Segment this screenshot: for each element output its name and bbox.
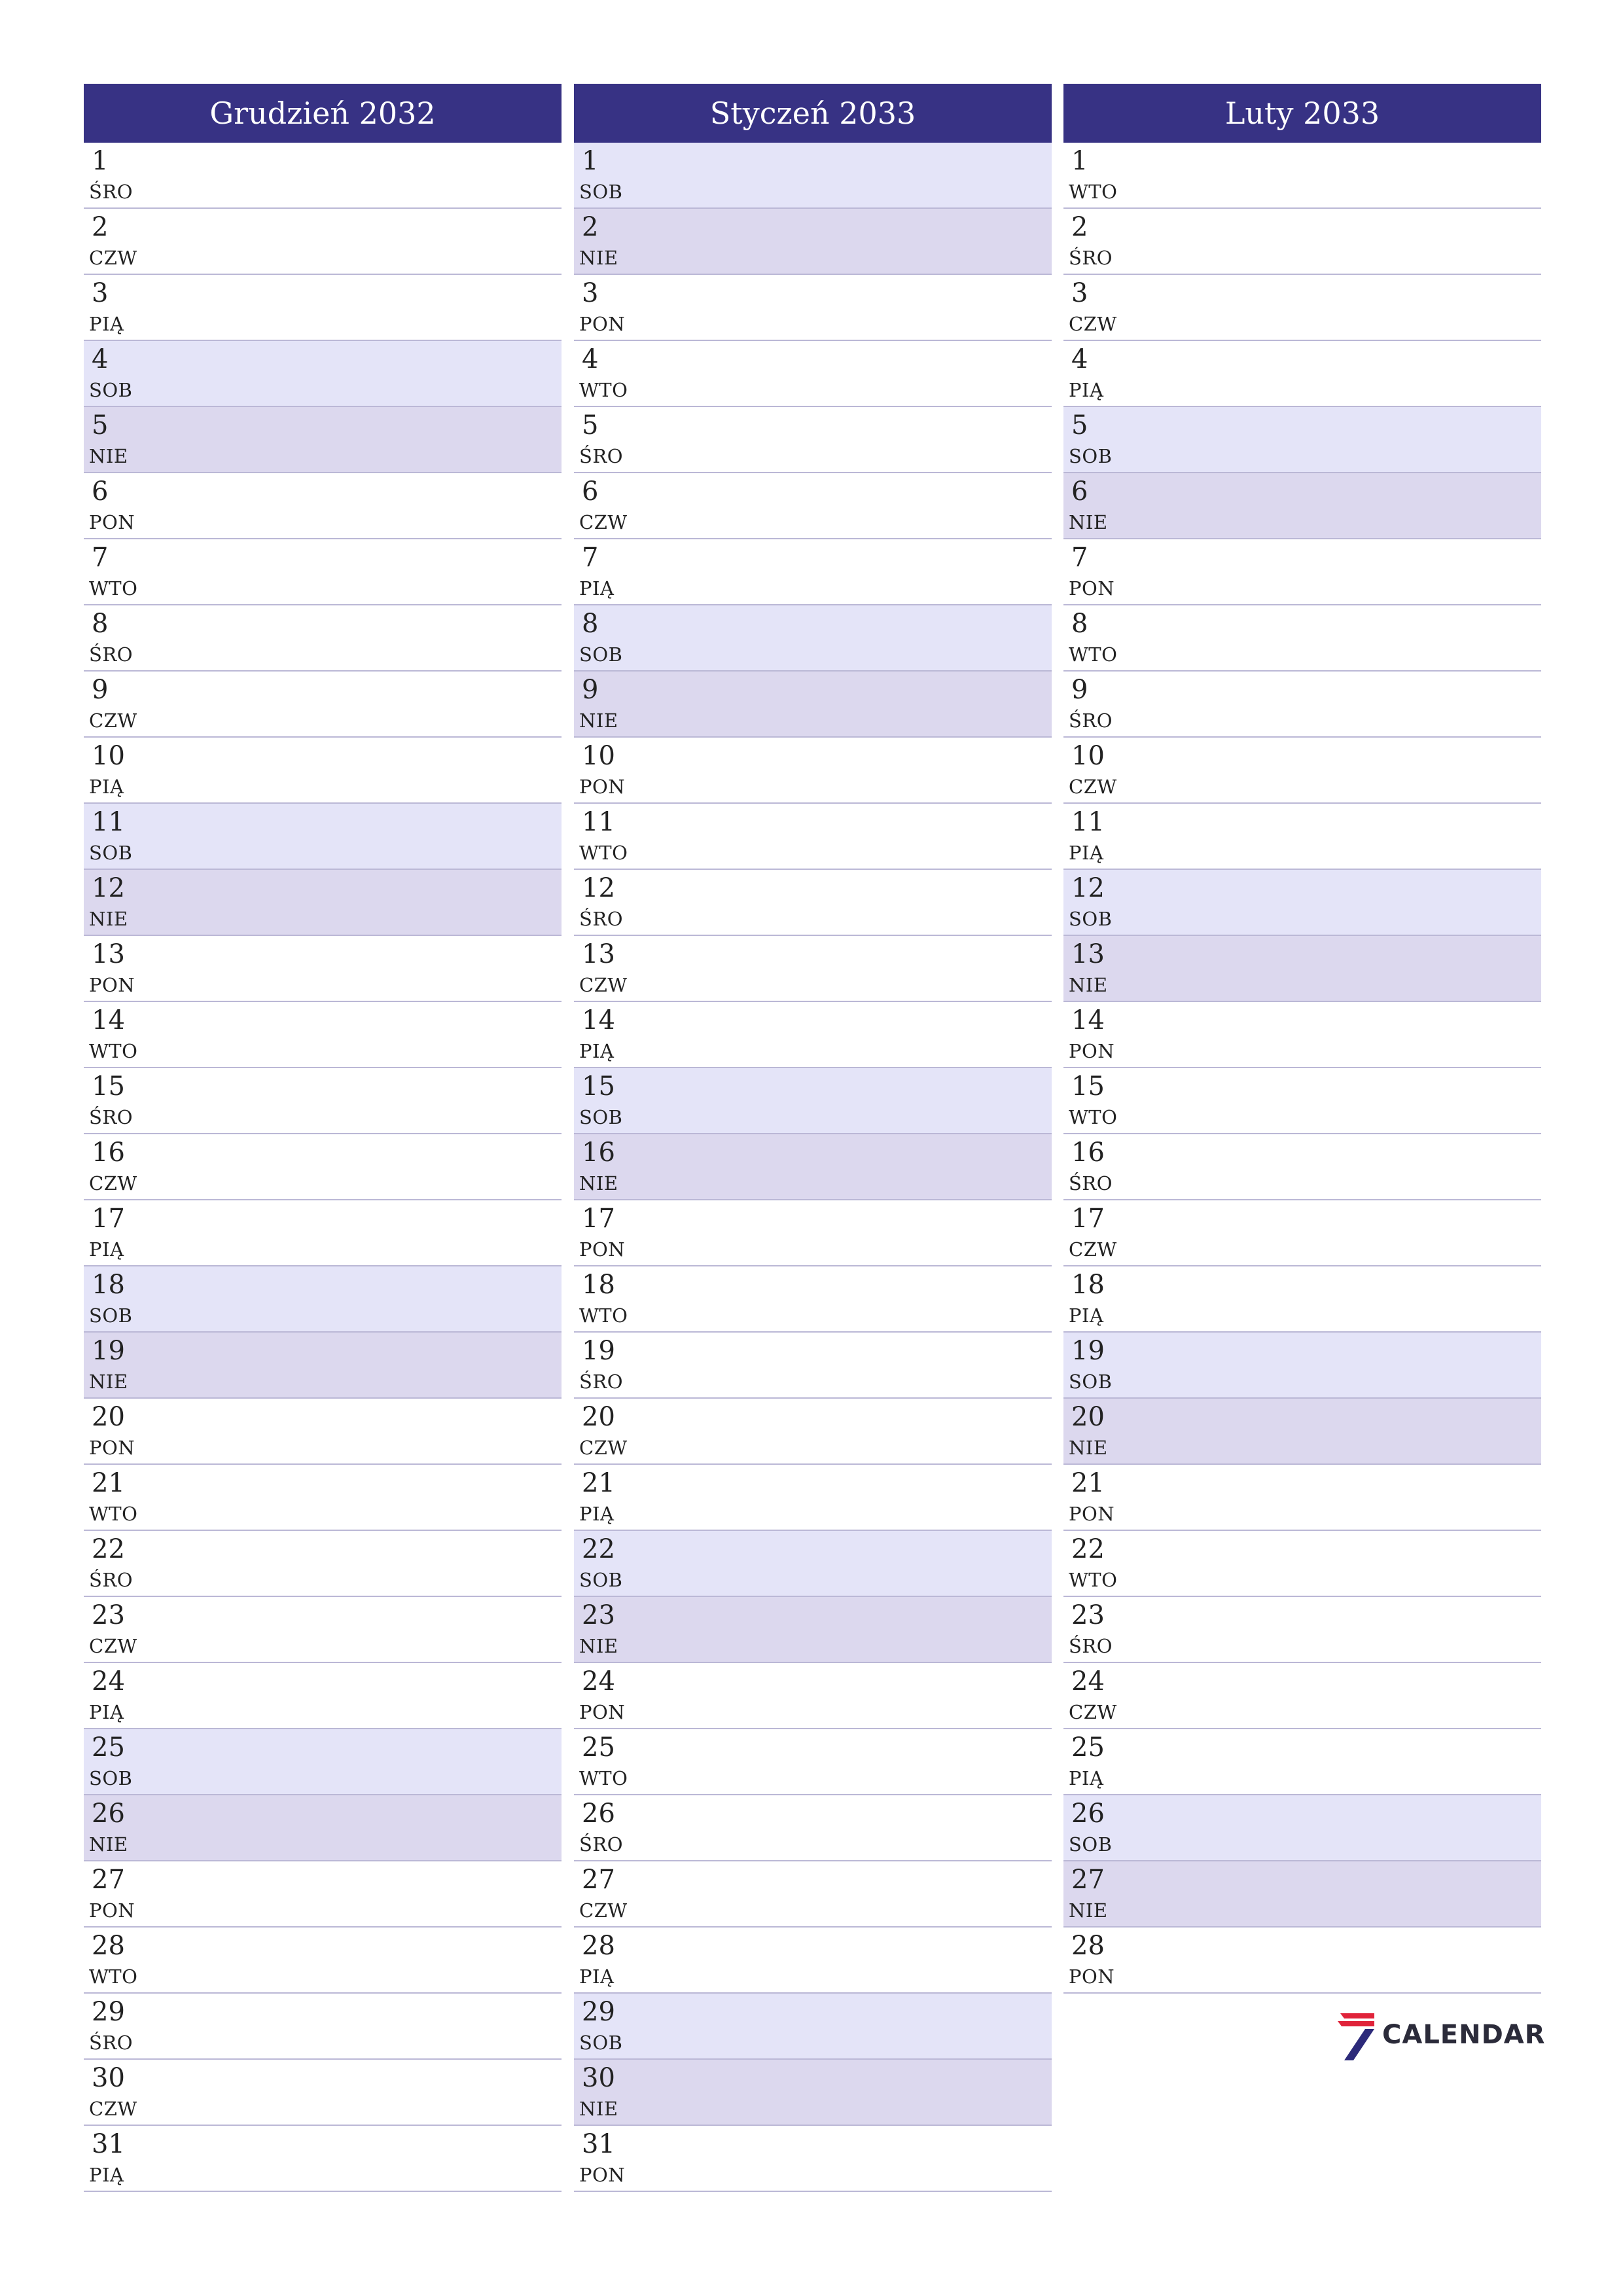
seven-logo-icon bbox=[1335, 2009, 1377, 2062]
weekday-label: SOB bbox=[579, 1569, 623, 1591]
day-row bbox=[1063, 870, 1541, 936]
day-row bbox=[84, 1795, 562, 1861]
day-row bbox=[1063, 1861, 1541, 1928]
weekday-label: PIĄ bbox=[1069, 1767, 1104, 1789]
day-number: 16 bbox=[1071, 1138, 1105, 1168]
day-number: 31 bbox=[92, 2129, 125, 2159]
day-row bbox=[574, 738, 1052, 804]
day-number: 29 bbox=[92, 1997, 125, 2027]
weekday-label: NIE bbox=[579, 709, 618, 732]
logo-text: CALENDAR bbox=[1382, 2020, 1546, 2050]
day-number: 17 bbox=[1071, 1204, 1105, 1234]
day-row bbox=[574, 209, 1052, 275]
day-row bbox=[574, 143, 1052, 209]
day-number: 10 bbox=[92, 741, 125, 771]
day-number: 25 bbox=[1071, 1732, 1105, 1763]
weekday-label: NIE bbox=[89, 445, 128, 467]
day-number: 26 bbox=[582, 1799, 615, 1829]
day-number: 17 bbox=[92, 1204, 125, 1234]
day-row bbox=[84, 407, 562, 473]
weekday-label: ŚRO bbox=[579, 1371, 623, 1393]
weekday-label: PON bbox=[1069, 1503, 1115, 1525]
day-number: 18 bbox=[582, 1270, 615, 1300]
day-row bbox=[84, 1465, 562, 1531]
day-number: 5 bbox=[92, 410, 109, 440]
day-number: 28 bbox=[92, 1931, 125, 1961]
day-row bbox=[84, 209, 562, 275]
day-number: 8 bbox=[582, 609, 599, 639]
month-title: Grudzień 2032 bbox=[84, 84, 562, 143]
day-row bbox=[1063, 1399, 1541, 1465]
day-row bbox=[574, 804, 1052, 870]
weekday-label: SOB bbox=[1069, 1833, 1113, 1856]
day-row bbox=[84, 605, 562, 672]
day-row bbox=[1063, 1002, 1541, 1068]
day-number: 15 bbox=[92, 1071, 125, 1102]
day-number: 2 bbox=[1071, 212, 1088, 242]
weekday-label: ŚRO bbox=[579, 1833, 623, 1856]
day-row bbox=[84, 2060, 562, 2126]
day-number: 19 bbox=[1071, 1336, 1105, 1366]
day-row bbox=[84, 1399, 562, 1465]
weekday-label: PON bbox=[579, 313, 626, 335]
month-title: Luty 2033 bbox=[1063, 84, 1541, 143]
weekday-label: PON bbox=[89, 1437, 135, 1459]
day-number: 2 bbox=[582, 212, 599, 242]
weekday-label: SOB bbox=[1069, 445, 1113, 467]
day-row bbox=[1063, 1266, 1541, 1333]
weekday-label: PIĄ bbox=[579, 1965, 615, 1988]
weekday-label: NIE bbox=[1069, 511, 1108, 533]
day-row bbox=[84, 473, 562, 539]
day-number: 21 bbox=[92, 1468, 125, 1498]
day-row bbox=[1063, 738, 1541, 804]
day-row bbox=[84, 1266, 562, 1333]
weekday-label: SOB bbox=[579, 2032, 623, 2054]
day-row bbox=[84, 341, 562, 407]
day-row bbox=[1063, 1531, 1541, 1597]
day-number: 7 bbox=[92, 543, 109, 573]
day-row bbox=[1063, 209, 1541, 275]
day-row bbox=[1063, 1729, 1541, 1795]
day-row bbox=[574, 2126, 1052, 2192]
day-number: 20 bbox=[582, 1402, 615, 1432]
day-number: 15 bbox=[582, 1071, 615, 1102]
weekday-label: WTO bbox=[1069, 1106, 1118, 1128]
weekday-label: PIĄ bbox=[89, 313, 124, 335]
weekday-label: NIE bbox=[579, 2098, 618, 2120]
weekday-label: WTO bbox=[579, 1304, 628, 1327]
day-row bbox=[1063, 1333, 1541, 1399]
day-row bbox=[574, 1531, 1052, 1597]
day-number: 25 bbox=[582, 1732, 615, 1763]
day-row bbox=[84, 1002, 562, 1068]
day-row bbox=[1063, 407, 1541, 473]
weekday-label: CZW bbox=[89, 2098, 137, 2120]
day-row bbox=[574, 1795, 1052, 1861]
weekday-label: PON bbox=[1069, 1965, 1115, 1988]
weekday-label: PIĄ bbox=[579, 1503, 615, 1525]
weekday-label: PIĄ bbox=[89, 776, 124, 798]
day-row bbox=[84, 1994, 562, 2060]
day-row bbox=[1063, 539, 1541, 605]
weekday-label: PIĄ bbox=[1069, 842, 1104, 864]
weekday-label: PIĄ bbox=[579, 1040, 615, 1062]
day-number: 30 bbox=[582, 2063, 615, 2093]
weekday-label: PON bbox=[89, 511, 135, 533]
weekday-label: SOB bbox=[89, 1767, 133, 1789]
day-number: 22 bbox=[582, 1534, 615, 1564]
day-number: 2 bbox=[92, 212, 109, 242]
weekday-label: NIE bbox=[579, 247, 618, 269]
day-row bbox=[574, 936, 1052, 1002]
day-number: 31 bbox=[582, 2129, 615, 2159]
day-row bbox=[574, 473, 1052, 539]
day-row bbox=[84, 143, 562, 209]
day-row bbox=[1063, 1200, 1541, 1266]
day-number: 19 bbox=[92, 1336, 125, 1366]
weekday-label: CZW bbox=[579, 1899, 628, 1922]
day-number: 1 bbox=[582, 146, 599, 176]
day-number: 1 bbox=[1071, 146, 1088, 176]
month-column-2 bbox=[574, 84, 1052, 2192]
day-row bbox=[574, 1663, 1052, 1729]
day-row bbox=[574, 1333, 1052, 1399]
weekday-label: NIE bbox=[89, 1371, 128, 1393]
day-number: 3 bbox=[1071, 278, 1088, 308]
day-row bbox=[1063, 1795, 1541, 1861]
day-number: 9 bbox=[92, 675, 109, 705]
day-number: 30 bbox=[92, 2063, 125, 2093]
day-row bbox=[574, 1994, 1052, 2060]
day-number: 13 bbox=[1071, 939, 1105, 969]
weekday-label: ŚRO bbox=[1069, 247, 1113, 269]
day-number: 4 bbox=[1071, 344, 1088, 374]
day-number: 10 bbox=[582, 741, 615, 771]
day-number: 8 bbox=[1071, 609, 1088, 639]
day-row bbox=[1063, 473, 1541, 539]
day-number: 25 bbox=[92, 1732, 125, 1763]
day-row bbox=[84, 275, 562, 341]
day-number: 20 bbox=[1071, 1402, 1105, 1432]
day-row bbox=[574, 672, 1052, 738]
day-row bbox=[1063, 275, 1541, 341]
day-row bbox=[574, 2060, 1052, 2126]
day-number: 21 bbox=[1071, 1468, 1105, 1498]
day-number: 1 bbox=[92, 146, 109, 176]
day-row bbox=[1063, 605, 1541, 672]
day-row bbox=[1063, 1068, 1541, 1134]
day-row bbox=[84, 1597, 562, 1663]
weekday-label: SOB bbox=[579, 1106, 623, 1128]
day-number: 17 bbox=[582, 1204, 615, 1234]
day-number: 8 bbox=[92, 609, 109, 639]
weekday-label: CZW bbox=[1069, 1238, 1117, 1261]
day-row bbox=[84, 738, 562, 804]
day-number: 24 bbox=[582, 1666, 615, 1696]
weekday-label: PIĄ bbox=[1069, 1304, 1104, 1327]
day-number: 16 bbox=[92, 1138, 125, 1168]
day-number: 16 bbox=[582, 1138, 615, 1168]
day-row bbox=[574, 1399, 1052, 1465]
day-row bbox=[574, 1729, 1052, 1795]
day-row bbox=[84, 1928, 562, 1994]
weekday-label: NIE bbox=[1069, 974, 1108, 996]
day-row bbox=[574, 1134, 1052, 1200]
weekday-label: SOB bbox=[1069, 908, 1113, 930]
day-row bbox=[84, 539, 562, 605]
day-number: 10 bbox=[1071, 741, 1105, 771]
day-number: 9 bbox=[1071, 675, 1088, 705]
weekday-label: PON bbox=[1069, 1040, 1115, 1062]
day-row bbox=[84, 1134, 562, 1200]
day-number: 11 bbox=[582, 807, 615, 837]
weekday-label: WTO bbox=[579, 842, 628, 864]
day-row bbox=[1063, 1597, 1541, 1663]
day-list bbox=[574, 143, 1052, 2192]
weekday-label: WTO bbox=[579, 379, 628, 401]
day-row bbox=[84, 1663, 562, 1729]
weekday-label: ŚRO bbox=[1069, 709, 1113, 732]
day-number: 26 bbox=[92, 1799, 125, 1829]
weekday-label: CZW bbox=[579, 511, 628, 533]
day-number: 13 bbox=[92, 939, 125, 969]
day-number: 5 bbox=[1071, 410, 1088, 440]
day-row bbox=[84, 1200, 562, 1266]
day-number: 9 bbox=[582, 675, 599, 705]
weekday-label: NIE bbox=[579, 1635, 618, 1657]
day-number: 22 bbox=[92, 1534, 125, 1564]
day-number: 23 bbox=[92, 1600, 125, 1630]
weekday-label: ŚRO bbox=[89, 2032, 133, 2054]
day-row bbox=[574, 1928, 1052, 1994]
weekday-label: PIĄ bbox=[89, 1238, 124, 1261]
day-row bbox=[574, 1002, 1052, 1068]
day-number: 7 bbox=[1071, 543, 1088, 573]
day-number: 6 bbox=[582, 476, 599, 507]
weekday-label: WTO bbox=[89, 1503, 138, 1525]
day-row bbox=[1063, 1465, 1541, 1531]
day-number: 27 bbox=[582, 1865, 615, 1895]
day-row bbox=[84, 1861, 562, 1928]
day-row bbox=[1063, 341, 1541, 407]
day-number: 28 bbox=[1071, 1931, 1105, 1961]
day-number: 14 bbox=[1071, 1005, 1105, 1035]
weekday-label: ŚRO bbox=[89, 1569, 133, 1591]
day-number: 24 bbox=[92, 1666, 125, 1696]
weekday-label: NIE bbox=[579, 1172, 618, 1194]
month-title: Styczeń 2033 bbox=[574, 84, 1052, 143]
day-row bbox=[1063, 143, 1541, 209]
day-list bbox=[1063, 143, 1541, 1994]
weekday-label: PON bbox=[579, 2164, 626, 2186]
weekday-label: CZW bbox=[1069, 1701, 1117, 1723]
day-number: 3 bbox=[92, 278, 109, 308]
day-number: 12 bbox=[1071, 873, 1105, 903]
day-row bbox=[1063, 1134, 1541, 1200]
weekday-label: SOB bbox=[1069, 1371, 1113, 1393]
weekday-label: CZW bbox=[1069, 313, 1117, 335]
weekday-label: WTO bbox=[89, 577, 138, 600]
day-row bbox=[574, 1861, 1052, 1928]
weekday-label: WTO bbox=[1069, 181, 1118, 203]
weekday-label: PON bbox=[579, 1701, 626, 1723]
day-number: 12 bbox=[582, 873, 615, 903]
weekday-label: CZW bbox=[579, 974, 628, 996]
weekday-label: CZW bbox=[89, 247, 137, 269]
weekday-label: CZW bbox=[89, 1635, 137, 1657]
weekday-label: SOB bbox=[579, 643, 623, 666]
weekday-label: CZW bbox=[89, 1172, 137, 1194]
day-row bbox=[574, 275, 1052, 341]
day-number: 14 bbox=[582, 1005, 615, 1035]
weekday-label: PIĄ bbox=[89, 1701, 124, 1723]
weekday-label: SOB bbox=[89, 1304, 133, 1327]
day-number: 26 bbox=[1071, 1799, 1105, 1829]
weekday-label: PIĄ bbox=[1069, 379, 1104, 401]
day-list bbox=[84, 143, 562, 2192]
day-number: 23 bbox=[1071, 1600, 1105, 1630]
day-number: 7 bbox=[582, 543, 599, 573]
day-row bbox=[574, 1465, 1052, 1531]
day-row bbox=[1063, 1928, 1541, 1994]
day-row bbox=[574, 539, 1052, 605]
day-number: 4 bbox=[92, 344, 109, 374]
day-row bbox=[84, 1531, 562, 1597]
weekday-label: NIE bbox=[1069, 1899, 1108, 1922]
day-row bbox=[84, 870, 562, 936]
day-row bbox=[84, 804, 562, 870]
weekday-label: PIĄ bbox=[89, 2164, 124, 2186]
weekday-label: WTO bbox=[89, 1040, 138, 1062]
weekday-label: WTO bbox=[1069, 643, 1118, 666]
weekday-label: NIE bbox=[89, 1833, 128, 1856]
weekday-label: ŚRO bbox=[1069, 1172, 1113, 1194]
day-number: 15 bbox=[1071, 1071, 1105, 1102]
weekday-label: ŚRO bbox=[579, 445, 623, 467]
day-number: 23 bbox=[582, 1600, 615, 1630]
day-number: 6 bbox=[1071, 476, 1088, 507]
weekday-label: NIE bbox=[89, 908, 128, 930]
day-number: 29 bbox=[582, 1997, 615, 2027]
weekday-label: SOB bbox=[89, 842, 133, 864]
day-row bbox=[84, 672, 562, 738]
weekday-label: PON bbox=[579, 1238, 626, 1261]
day-number: 11 bbox=[92, 807, 125, 837]
day-number: 4 bbox=[582, 344, 599, 374]
day-row bbox=[84, 936, 562, 1002]
day-row bbox=[1063, 804, 1541, 870]
weekday-label: WTO bbox=[579, 1767, 628, 1789]
day-row bbox=[84, 2126, 562, 2192]
day-row bbox=[1063, 1663, 1541, 1729]
weekday-label: WTO bbox=[1069, 1569, 1118, 1591]
day-number: 3 bbox=[582, 278, 599, 308]
weekday-label: ŚRO bbox=[89, 1106, 133, 1128]
weekday-label: PON bbox=[579, 776, 626, 798]
weekday-label: ŚRO bbox=[89, 181, 133, 203]
weekday-label: PON bbox=[89, 974, 135, 996]
day-number: 14 bbox=[92, 1005, 125, 1035]
weekday-label: CZW bbox=[579, 1437, 628, 1459]
day-row bbox=[574, 605, 1052, 672]
day-row bbox=[1063, 936, 1541, 1002]
month-column-1 bbox=[84, 84, 562, 2192]
day-row bbox=[574, 1200, 1052, 1266]
day-row bbox=[84, 1729, 562, 1795]
weekday-label: SOB bbox=[89, 379, 133, 401]
day-number: 13 bbox=[582, 939, 615, 969]
calendar-logo bbox=[1335, 2009, 1546, 2062]
day-number: 18 bbox=[92, 1270, 125, 1300]
month-column-3 bbox=[1063, 84, 1541, 1994]
day-row bbox=[1063, 672, 1541, 738]
day-number: 5 bbox=[582, 410, 599, 440]
weekday-label: CZW bbox=[1069, 776, 1117, 798]
day-number: 12 bbox=[92, 873, 125, 903]
weekday-label: PON bbox=[89, 1899, 135, 1922]
day-number: 27 bbox=[1071, 1865, 1105, 1895]
day-number: 11 bbox=[1071, 807, 1105, 837]
weekday-label: WTO bbox=[89, 1965, 138, 1988]
day-number: 22 bbox=[1071, 1534, 1105, 1564]
day-number: 18 bbox=[1071, 1270, 1105, 1300]
day-number: 27 bbox=[92, 1865, 125, 1895]
day-row bbox=[84, 1068, 562, 1134]
day-row bbox=[84, 1333, 562, 1399]
weekday-label: PIĄ bbox=[579, 577, 615, 600]
day-row bbox=[574, 341, 1052, 407]
day-number: 6 bbox=[92, 476, 109, 507]
day-number: 19 bbox=[582, 1336, 615, 1366]
day-number: 24 bbox=[1071, 1666, 1105, 1696]
weekday-label: NIE bbox=[1069, 1437, 1108, 1459]
day-row bbox=[574, 1597, 1052, 1663]
day-row bbox=[574, 870, 1052, 936]
day-number: 28 bbox=[582, 1931, 615, 1961]
weekday-label: ŚRO bbox=[579, 908, 623, 930]
day-row bbox=[574, 407, 1052, 473]
weekday-label: CZW bbox=[89, 709, 137, 732]
day-number: 21 bbox=[582, 1468, 615, 1498]
weekday-label: ŚRO bbox=[89, 643, 133, 666]
day-row bbox=[574, 1068, 1052, 1134]
weekday-label: SOB bbox=[579, 181, 623, 203]
day-row bbox=[574, 1266, 1052, 1333]
weekday-label: PON bbox=[1069, 577, 1115, 600]
day-number: 20 bbox=[92, 1402, 125, 1432]
weekday-label: ŚRO bbox=[1069, 1635, 1113, 1657]
